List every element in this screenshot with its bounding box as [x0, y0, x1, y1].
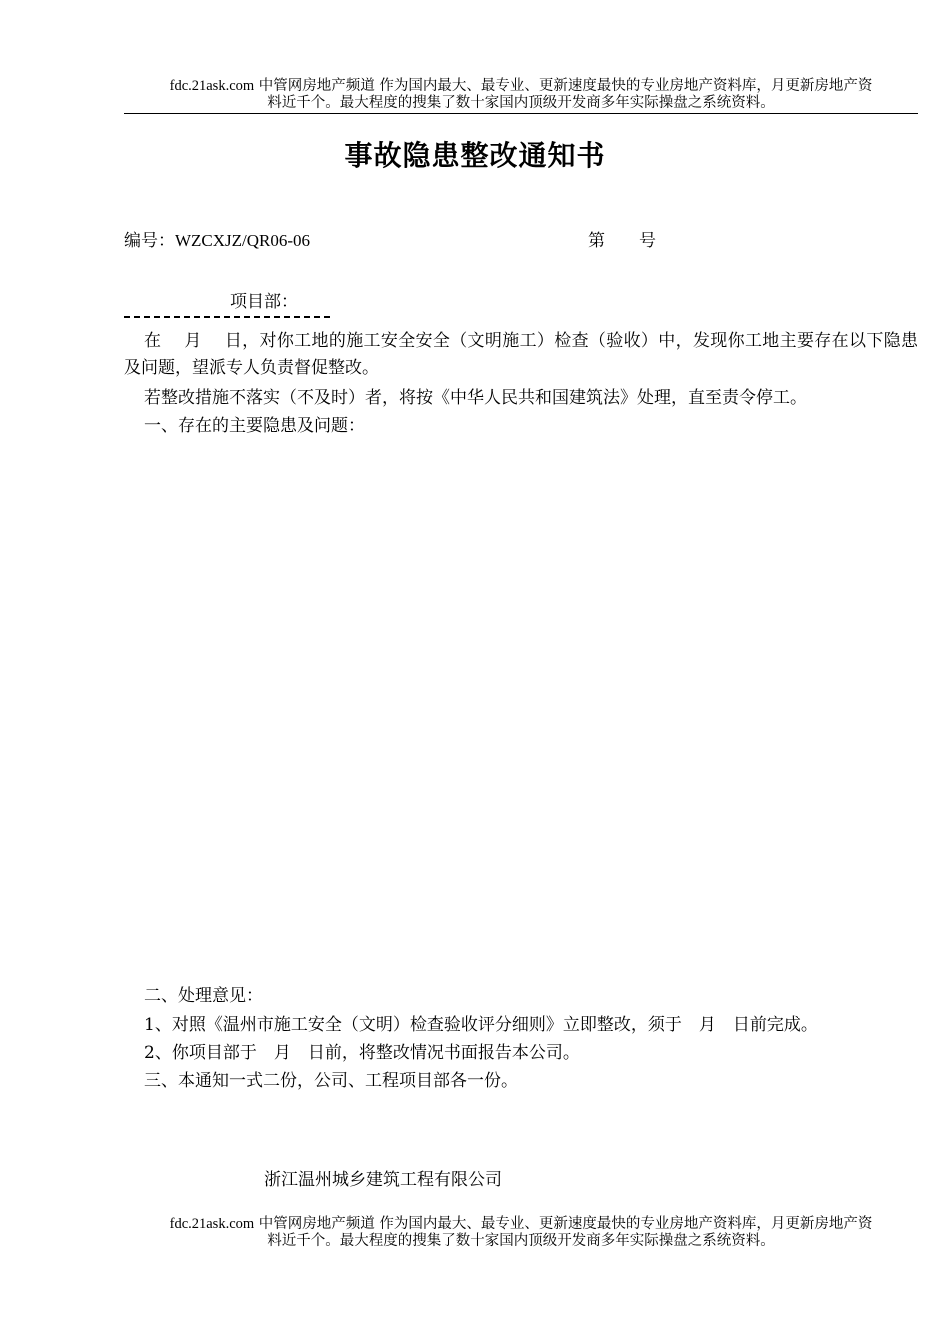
banner-site: fdc.21ask.com [169, 78, 255, 94]
serial-value: WZCXJZ/QR06-06 [175, 231, 311, 250]
banner-text-line1: 中管网房地产频道 作为国内最大、最专业、更新速度最快的专业房地产资料库，月更新房地产资 [254, 78, 873, 94]
banner-text-line2: 料近千个。最大程度的搜集了数十家国内顶级开发商多年实际操盘之系统资料。 [267, 1233, 775, 1249]
section-hazards-heading: 一、存在的主要隐患及问题： [144, 416, 365, 436]
header-banner [124, 78, 918, 112]
document-number: 第 号 [588, 231, 656, 251]
warning-paragraph: 若整改措施不落实（不及时）者，将按《中华人民共和国建筑法》处理，直至责令停工。 [144, 388, 807, 408]
section-copies-note: 三、本通知一式二份，公司、工程项目部各一份。 [144, 1071, 518, 1091]
handling-item-1: 1、对照《温州市施工安全（文明）检查验收评分细则》立即整改，须于 月 日前完成。 [144, 1015, 818, 1035]
document-title: 事故隐患整改通知书 [344, 139, 606, 172]
header-divider [124, 113, 918, 114]
banner-site: fdc.21ask.com [169, 1216, 255, 1232]
banner-text-line1: 中管网房地产频道 作为国内最大、最专业、更新速度最快的专业房地产资料库，月更新房地产资 [254, 1216, 873, 1232]
handling-item-2: 2、你项目部于 月 日前，将整改情况书面报告本公司。 [144, 1043, 580, 1063]
project-dept-blank-line [124, 316, 330, 318]
company-name: 浙江温州城乡建筑工程有限公司 [264, 1170, 502, 1190]
serial-number [124, 229, 310, 253]
serial-label: 编号： [124, 231, 175, 251]
footer-banner [124, 1216, 918, 1250]
banner-text-line2: 料近千个。最大程度的搜集了数十家国内顶级开发商多年实际操盘之系统资料。 [267, 95, 775, 111]
inspection-paragraph: 在 月 日，对你工地的施工安全安全（文明施工）检查（验收）中，发现你工地主要存在以下隐患及问题，望派专人负责督促整改。 [124, 331, 918, 378]
section-handling-heading: 二、处理意见： [144, 986, 263, 1006]
project-dept-label: 项目部： [230, 292, 298, 312]
